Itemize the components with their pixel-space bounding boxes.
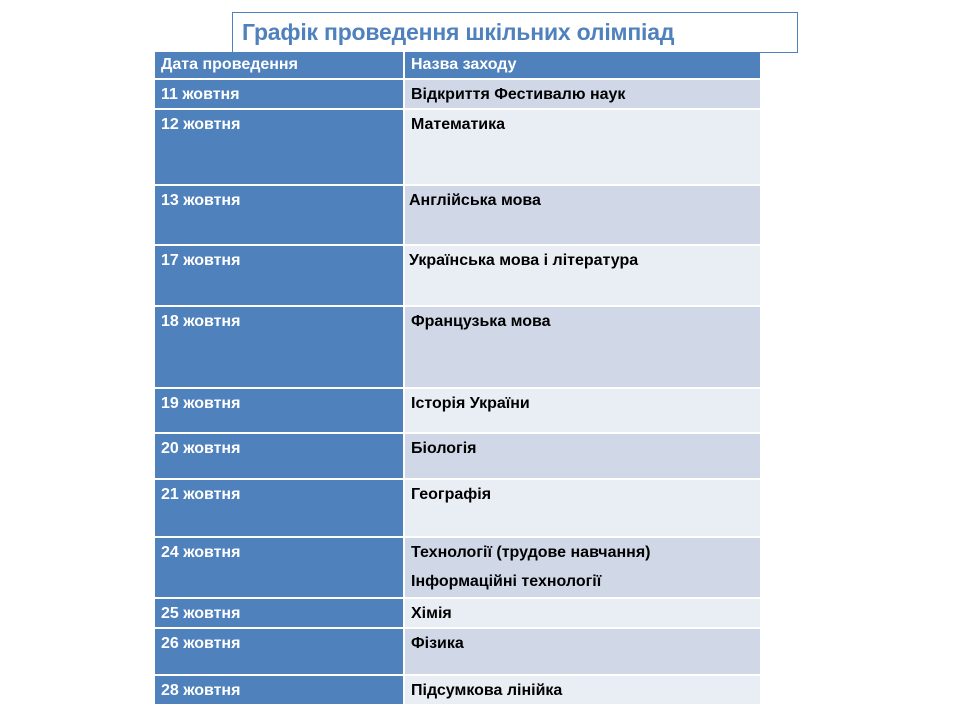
page-title: Графік проведення шкільних олімпіад: [242, 19, 675, 45]
row-date: 25 жовтня: [155, 599, 405, 627]
row-event-line1: Технології (трудове навчання): [411, 544, 651, 561]
row-event: [405, 538, 760, 597]
row-event: Відкриття Фестивалю наук: [405, 80, 760, 108]
header-date: Дата проведення: [155, 52, 405, 78]
row-event: Французька мова: [405, 307, 760, 387]
row-event: Фізика: [405, 629, 760, 674]
row-event: Хімія: [405, 599, 760, 627]
table-row: [155, 186, 760, 246]
table-row: [155, 110, 760, 186]
row-date: 13 жовтня: [155, 186, 405, 244]
table-row: [155, 80, 760, 110]
row-date: 11 жовтня: [155, 80, 405, 108]
table-row: [155, 389, 760, 434]
row-date: 26 жовтня: [155, 629, 405, 674]
row-event: Підсумкова лінійка: [405, 676, 760, 704]
row-event: Історія України: [405, 389, 760, 432]
table-row: [155, 676, 760, 704]
row-event: Географія: [405, 480, 760, 536]
row-event: Українська мова і література: [405, 246, 760, 305]
row-date: 18 жовтня: [155, 307, 405, 387]
table-row: [155, 246, 760, 307]
table-row: [155, 434, 760, 480]
header-event: Назва заходу: [405, 52, 760, 78]
row-event: Біологія: [405, 434, 760, 478]
row-date: 19 жовтня: [155, 389, 405, 432]
row-date: 17 жовтня: [155, 246, 405, 305]
table-header-row: [155, 52, 760, 80]
table-row: [155, 307, 760, 389]
row-date: 28 жовтня: [155, 676, 405, 704]
row-event-line2: Інформаційні технології: [411, 573, 602, 590]
row-event: Англійська мова: [405, 186, 760, 244]
table-row: [155, 599, 760, 629]
row-event: Математика: [405, 110, 760, 184]
table-row: [155, 538, 760, 599]
table-row: [155, 629, 760, 676]
table-row: [155, 480, 760, 538]
title-box: [232, 12, 798, 53]
row-date: 21 жовтня: [155, 480, 405, 536]
row-date: 20 жовтня: [155, 434, 405, 478]
row-date: 24 жовтня: [155, 538, 405, 597]
schedule-table: [155, 52, 760, 704]
row-date: 12 жовтня: [155, 110, 405, 184]
